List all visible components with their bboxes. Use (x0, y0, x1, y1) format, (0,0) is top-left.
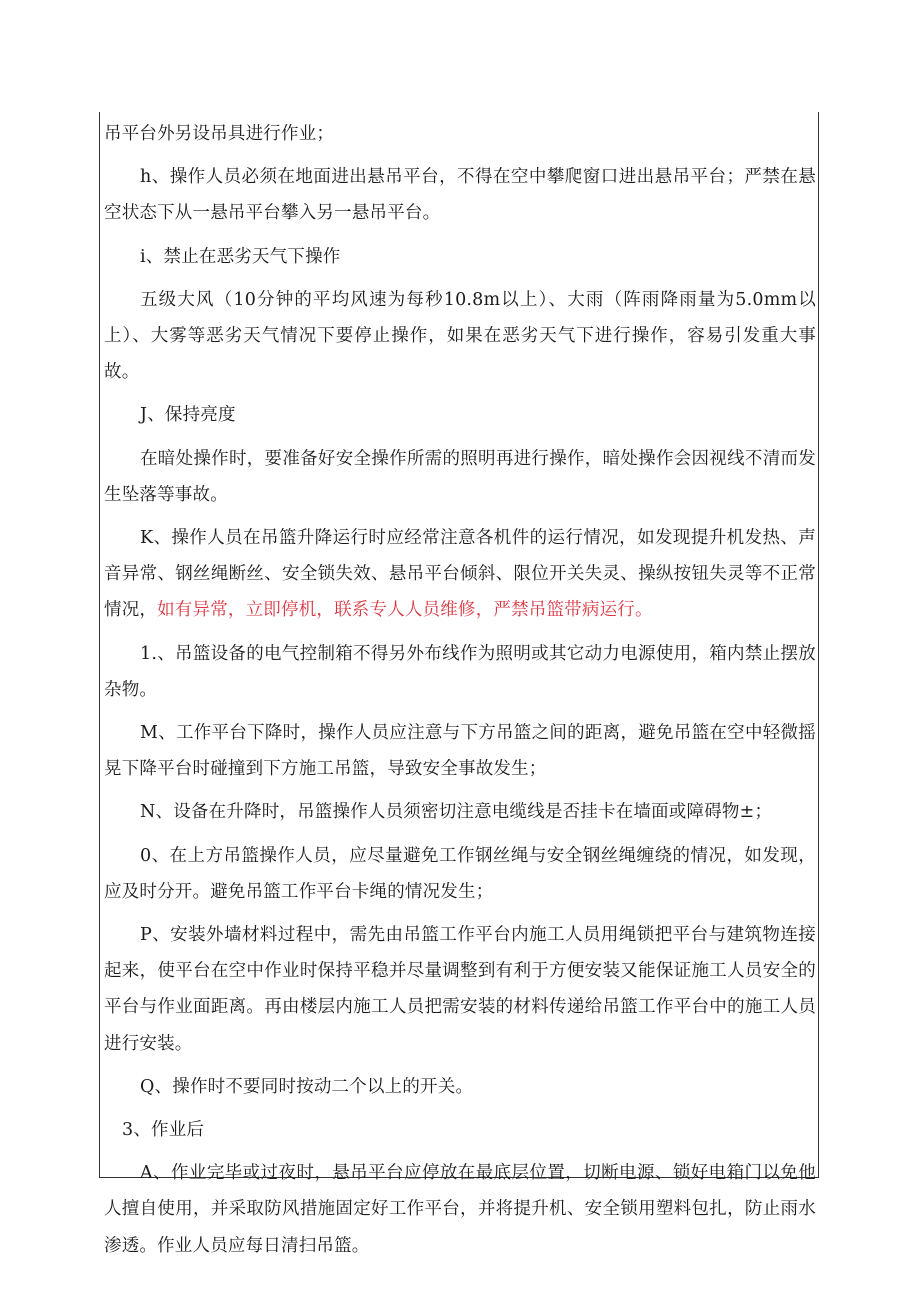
paragraph-q-switches: Q、操作时不要同时按动二个以上的开关。 (140, 1076, 474, 1097)
paragraph-a-after-work: A、作业完毕或过夜时，悬吊平台应停放在最底层位置，切断电源、锁好电箱门以免他人擅自使用，并采取防风措施固定好工作平台，并将提升机、安全锁用塑料包扎，防止雨水渗透。作业人员应每日清扫吊篮。 (104, 1163, 816, 1256)
paragraph-i-weather-detail: 五级大风（10分钟的平均风速为每秒10.8m以上）、大雨（阵雨降雨量为5.0mm以上）、大雾等恶劣天气情况下要停止操作，如果在恶劣天气下进行操作，容易引发重大事故。 (104, 289, 816, 383)
paragraph-h-platform-access: h、操作人员必须在地面进出悬吊平台，不得在空中攀爬窗口进出悬吊平台；严禁在悬空状态下从一悬吊平台攀入另一悬吊平台。 (104, 167, 816, 224)
paragraph-p-installation: P、安装外墙材料过程中，需先由吊篮工作平台内施工人员用绳锁把平台与建筑物连接起来，使平台在空中作业时保持平稳并尽量调整到有利于方便安装又能保证施工人员安全的平台与作业面距离。再由楼层内施工人员把需安装的材料传递给吊篮工作平台中的施工人员进行安装。 (104, 925, 816, 1054)
table-cell-frame (99, 112, 819, 1256)
paragraph-o-ropes: 0、在上方吊篮操作人员，应尽量避免工作钢丝绳与安全钢丝绳缠绕的情况，如发现，应及时分开。避免吊篮工作平台卡绳的情况发生； (104, 845, 816, 902)
paragraph-j-lighting-heading: J、保持亮度 (140, 405, 236, 426)
paragraph-j-lighting-detail: 在暗处操作时，要准备好安全操作所需的照明再进行操作，暗处操作会因视线不清而发生坠落等事故。 (104, 448, 816, 505)
paragraph-k-monitoring (104, 520, 816, 629)
paragraph-continuation: 吊平台外另设吊具进行作业； (104, 124, 335, 144)
section-heading-after-work: 3、作业后 (122, 1120, 205, 1141)
paragraph-m-descending: M、工作平台下降时，操作人员应注意与下方吊篮之间的距离，避免吊篮在空中轻微摇晃下降平台时碰撞到下方施工吊篮，导致安全事故发生； (104, 723, 816, 780)
paragraph-l-control-box: 1.、吊篮设备的电气控制箱不得另外布线作为照明或其它动力电源使用，箱内禁止摆放杂物。 (104, 643, 816, 700)
paragraph-n-cables: N、设备在升降时，吊篮操作人员须密切注意电缆线是否挂卡在墙面或障碍物±； (140, 802, 773, 823)
paragraph-k-warning: 如有异常，立即停机，联系专人人员维修，严禁吊篮带病运行。 (157, 600, 653, 621)
paragraph-k-text: K、操作人员在吊篮升降运行时应经常注意各机件的运行情况，如发现提升机发热、声音异常、钢丝绳断丝、安全锁失效、悬吊平台倾斜、限位开关失灵、操纵按钮失灵等不正常情况， (104, 528, 816, 621)
paragraph-i-weather-heading: i、禁止在恶劣天气下操作 (140, 246, 341, 267)
document-body (100, 116, 816, 1271)
